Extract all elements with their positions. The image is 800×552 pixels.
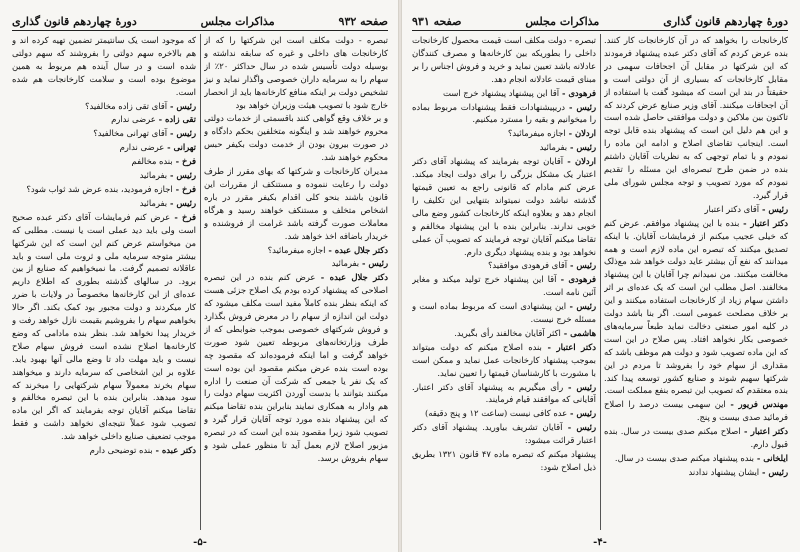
speaker-name: رئیس - (566, 301, 596, 312)
paragraph (604, 398, 788, 424)
session-title: دورهٔ چهاردهم قانون گذاری (12, 15, 137, 28)
paragraph-text: عرض کنم بنده در این تبصره اصلاحی که پیشنهاد کرده بودم یک اصلاح جزئی هست که اینکه بنظر بنده کاملاً مفید است مکلف میشود که دولت این اندازه از سهام را در معرض فروش بگذارد و فروش شرکتهای خصوصی بموجب ضوابطی که از طرف وزارتخانه‌های مربوطه تعیین شود صورت خواهد گرفت و اما اینکه فرموده‌اند که مقصود چه بوده است بنده عرض میکنم مقصود این بوده است که یک نفر یا جمعی که شرکت آن صنعت را اداره میکنند بتوانند با بدست آوردن اکثریت سهام دولت را هم وادار به همکاری نمایند بنابراین بنده تقاضا میکنم که این پیشنهاد بنده مورد توجه آقایان قرار گیرد و تصویب شود زیرا مقصود بنده این است که در تبصره مزبور اصلاح لازم بعمل آید تا منظور عملی شود و سهام بفروش برسد. (204, 272, 388, 463)
text-column-right (604, 34, 788, 530)
paragraph-text: بنده پیشنهاد میکنم صدی بیست در سال. (614, 453, 754, 463)
speaker-name: رئیس - (567, 142, 596, 153)
paragraph (12, 155, 196, 168)
speaker-name: فرخ - (172, 156, 196, 167)
speaker-name: دکتر عبده - (152, 445, 196, 456)
paragraph (412, 87, 596, 100)
speaker-name: دکتر اعتبار - (739, 217, 788, 228)
speaker-name: فرهودی - (559, 87, 596, 98)
paragraph-text: عده کافی نیست (ساعت ۱۲ و پنج دقیقه) (424, 408, 568, 419)
text-column-left (12, 34, 196, 530)
paragraph-text: آقایان تشریف بیاورید. پیشنهاد آقای دکتر اعتبار قرائت میشود: (412, 422, 596, 446)
speaker-name: رئیس - (565, 101, 596, 112)
paragraph (412, 381, 596, 407)
paragraph (12, 169, 196, 182)
paragraph (204, 165, 388, 242)
paragraph-text: که موجود است یک سانتیمتر تضمین تهیه کرده اند و هم بالاخره سهم دولتی را بفروشند که سهم دولتی شده است و در سال آینده هم مربوط به همین موضوع بوده است و سلامت کارخانجات هم شده است. (12, 35, 196, 97)
speaker-name: دکتر جلال عبده - (325, 244, 388, 255)
paragraph (204, 244, 388, 257)
paragraph (412, 300, 596, 326)
paragraph-text: بفرمائید (331, 258, 360, 269)
paragraph-text: بنده با این پیشنهاد موافقم. عرض کنم که خیلی عجیب میکنم از فرمایشات آقایان. با اینکه تصدیق میکنند که تبصره این ماده لازم است و همه میدانند که نفع آن بیشتر عاید دولت خواهد شد مع‌ذلک مخالفت میکنند. من نمیدانم چرا آقایان با این پیشنهاد مخالفند. اصل مطلب این است که یک عده‌ای بر اثر داشتن سهام زیاد از کارخانجات استفاده میکنند و این بر خلاف مصلحت عمومی است. اگر بنا باشد دولت در کلیه امور صنعتی دخالت نماید طبعاً سرمایه‌های خصوصی بکار نخواهد افتاد. پس صلاح در این است که این ماده تصویب شود و دولت هم موظف باشد که مقداری از سهام خود را بفروشد تا مردم در این شرکتها سهیم شوند و صنایع کشور توسعه پیدا کند. بنده معتقدم که تصویب این تبصره بنفع مملکت است. (604, 217, 788, 396)
speaker-name: دکتر جلال عبده - (315, 272, 388, 283)
speaker-name: فرخ - (170, 211, 196, 222)
paragraph (204, 257, 388, 270)
speaker-name: رئیس - (562, 422, 596, 433)
paragraph (412, 101, 596, 127)
speaker-name: رئیس - (167, 128, 196, 139)
paragraph-text: آقای تهرانی مخالفید؟ (93, 128, 168, 139)
speaker-name: تقی زاده - (155, 114, 196, 125)
speaker-name: رئیس - (167, 197, 196, 208)
paragraph (604, 217, 788, 398)
paragraph (604, 425, 788, 451)
paragraph (412, 327, 596, 340)
speaker-name: فرهودی - (556, 274, 596, 285)
speaker-name: هاشمی - (560, 327, 596, 338)
paragraph-text: آقا این پیشنهاد پیشنهاد خرج است (443, 87, 560, 98)
column-divider (200, 34, 201, 530)
paragraph (204, 34, 388, 111)
paragraph (412, 341, 596, 380)
paragraph-text: اصلاح میکنم صدی بیست در سال. بنده قبول دارم. (604, 426, 788, 450)
speaker-name: رئیس - (567, 260, 596, 271)
paragraph (12, 100, 196, 113)
speaker-name: اردلان - (565, 128, 596, 139)
paragraph-text: آقای دکتر اعتبار (704, 203, 760, 214)
paragraph-text: بنده اصلاح میکنم که دولت میتواند بموجب پیشنهاد کارخانجات عمل نماید و ممکن است با مشورت با کارشناسان قیمتها را تعیین نماید. (412, 341, 596, 378)
paragraph-text: پیشنهاد میکنم که تبصره ماده ۴۷ قانون ۱۳۲۱ بطریق ذیل اصلاح شود: (412, 449, 596, 472)
folio-number: -۵- (193, 537, 207, 548)
paragraph-text: بفرمائید (139, 197, 168, 208)
paragraph-text: آقایان توجه بفرمایند که پیشنهاد آقای دکتر اعتبار یک مشکل بزرگی را برای دولت ایجاد میکند. عرض کنم مادام که قانونی راجع به تعیین قیمتها گذشته نباشد دولت نمیتواند بتنهایی این تکلیف را انجام دهد و بعلاوه اینکه کارخانجات کشور وضع مالی خوبی ندارند. بنابراین بنده با این پیشنهاد مخالفم و تقاضا میکنم آقایان توجه فرمایند که تصویب آن عملی نخواهد بود و بنده پیشنهاد دیگری دارم. (412, 156, 596, 257)
folio-number: -۴- (593, 537, 607, 548)
paragraph (12, 113, 196, 126)
paragraph-text: و بر خلاف وقع گواهی کنند باقسمتی از خدمات دولتی محروم خواهند شد و اینگونه متخلفین بحکم دادگاه و در صورت بیرون بودن از خدمت دولت بکیفر حبس محکوم خواهند شد. (204, 113, 388, 163)
speaker-name: دکتر اعتبار - (740, 426, 788, 437)
paragraph (604, 452, 788, 465)
paragraph (204, 271, 388, 465)
paragraph (12, 211, 196, 443)
paragraph-text: دریپیشنهادات فقط پیشنهادات مربوط بماده را میخوانیم و بقیه را مسترد میکنیم. (412, 101, 596, 125)
right-page-header (412, 6, 788, 31)
paragraph-text: رأی میگیریم به پیشنهاد آقای دکتر اعتبار. آقایانی که موافقند قیام فرمایند. (412, 381, 596, 405)
paragraph (412, 127, 596, 140)
paragraph-text: اجازه میفرمائید؟ (507, 128, 566, 139)
text-column-left (412, 34, 596, 530)
paragraph (12, 34, 196, 99)
paragraph-text: آقای تقی‌ زاده مخالفید؟ (85, 100, 168, 111)
speaker-name: رئیس - (167, 170, 196, 181)
paragraph-text: بفرمائید (139, 170, 168, 181)
paragraph-text: مدیران کارخانجات و شرکتها که بهای مقرر از طرف دولت را رعایت ننموده و مستنکف از مقررات این قانون باشند بنحو کلی اقدام بکیفر مقرر در باره اشخاص متخلف و مستنکف خواهند رسید و هرگاه معاملات صورت گرفته باشد غرامت از فروشنده و خریدار باضافه اخذ خواهد شد. (204, 166, 388, 241)
paragraph-text: بنده توضیحی دارم (89, 445, 153, 456)
paragraph-text: بنده مخالفم (131, 156, 173, 167)
column-divider (600, 34, 601, 530)
running-title: مذاکرات مجلس (200, 15, 275, 28)
speaker-name: دکتر اعتبار - (541, 341, 596, 352)
speaker-name: فرخ - (172, 183, 196, 194)
speaker-name: مهندس فریور - (725, 399, 788, 410)
paragraph-text: کارخانجات را بخواهد که در آن کارخانجات کار کنند. بنده عرض کردم که آقای دکتر عبده پیشنهاد فرمودند که این شرکتها در مقابل آن اجحافات سهمی در مقابل کارخانجات که بسیاری از آن دولتی است و حقیقتاً در بند این است که میشود گفت با استفاده از آن اجحافات میکنند. آقای وزیر صنایع عرض کردند که تاکنون بین ملاکین و دولت موافقتی حاصل شده است و این هم دلیل این است که پیشنهاد بنده قابل توجه است. اینجانب تقاضای اصلاح و ادامه این ماده را نمودم و با تمام توجهی که به نظریات آقایان داشتم بنده در ضمن طرح تبصره‌ای این مسئله را تقدیم نمودم که مورد تصویب و توجه مجلس شورای ملی قرار گیرد. (604, 35, 788, 200)
paragraph-text: آقا این پیشنهاد خرج تولید میکند و مغایر آئین نامه است. (412, 274, 596, 298)
left-page (4, 0, 396, 552)
paragraph (604, 466, 788, 479)
paragraph-text: ایشان پیشنهاد ندادند (688, 466, 760, 477)
paragraph (412, 448, 596, 474)
speaker-name: رئیس - (759, 466, 788, 477)
paragraph (604, 34, 788, 202)
page-number: صفحه ۹۳۱ (412, 15, 462, 28)
paragraph-text: عرضی ندارم (119, 142, 165, 153)
text-column-right (204, 34, 388, 530)
speaker-name: رئیس - (759, 203, 788, 214)
paragraph (412, 141, 596, 154)
paragraph (412, 155, 596, 258)
paragraph-text: این پیشنهادی است که مربوط بماده است و مسئله خرج نیست. (412, 301, 596, 325)
paragraph-text: این سهمی بیست درصد را اصلاح فرمائید صدی بیست و پنج. (604, 399, 788, 423)
speaker-name: ایلخانی - (753, 453, 788, 463)
paragraph (604, 203, 788, 216)
paragraph (412, 259, 596, 272)
paragraph-text: اکثر آقایان مخالفند رأی بگیرید. (454, 327, 561, 338)
paragraph-text: تبصره - دولت مکلف است قیمت محصول کارخانجات داخلی را بطوریکه بین کارخانه‌ها و مصرف کنندگان عادلانه باشد تعیین نماید و خرید و فروش اجناس را بر مبنای قیمت عادلانه انجام دهد. (412, 35, 596, 84)
left-page-header (12, 6, 388, 31)
running-title: مذاکرات مجلس (525, 15, 600, 28)
session-title: دورهٔ چهاردهم قانون گذاری (663, 15, 788, 28)
paragraph (12, 197, 196, 210)
book-gutter (398, 0, 402, 552)
paragraph (12, 127, 196, 140)
speaker-name: رئیس - (563, 381, 596, 392)
paragraph-text: بفرمائید (539, 142, 568, 153)
paragraph (412, 421, 596, 447)
speaker-name: رئیس - (167, 100, 196, 111)
paragraph-text: اجازه فرمودید، بنده عرض شد ثواب شود؟ (26, 183, 173, 194)
speaker-name: رئیس - (567, 408, 596, 419)
paragraph (412, 34, 596, 86)
paragraph (204, 112, 388, 164)
speaker-name: رئیس - (359, 258, 388, 269)
paragraph-text: عرضی ندارم (111, 114, 156, 125)
paragraph (12, 183, 196, 196)
speaker-name: اردلان - (563, 156, 596, 167)
paragraph-text: آقای فرهودی موافقید؟ (487, 260, 568, 271)
paragraph (12, 444, 196, 457)
paragraph-text: اجازه میفرمائید؟ (267, 244, 326, 255)
paragraph-text: تبصره - دولت مکلف است این شرکتها را که از کارخانجات های داخلی و غیره که سابقه نداشته و بوسیله دولت تأسیس شده در سال حداکثر ۲۰٪ از سهام را به سرمایه داران خصوصی واگذار نماید و نیز تشخیص دولت بر اینکه منافع کارخانه‌ها باید از انحصار خارج شود با تصویب هیئت وزیران خواهد بود (204, 35, 388, 110)
speaker-name: تهرانی - (164, 142, 196, 153)
right-page (404, 0, 796, 552)
paragraph (412, 273, 596, 299)
page-number: صفحه ۹۳۲ (338, 15, 388, 28)
paragraph-text: عرض کنم فرمایشات آقای دکتر عبده صحیح است ولی باید دید عملی است یا نیست. مطلبی که من میخواستم عرض کنم این است که این شرکتها بیشتر متوجه سرمایه ملی و ثروت ملی است و باید عاقلانه تصمیم گرفت. ما نمیخواهیم که صنایع از بین برود. در سالهای گذشته بطوری که اطلاع داریم عده‌ای از این کارخانه‌ها مخصوصاً در ولایات با ضرر کار میکردند و دولت مجبور بود کمک بکند. اگر حالا بخواهیم سهام را بفروشیم بقیمت نازل خواهد رفت و خریدار پیدا نخواهد شد. بنظر بنده مادامی که وضع کارخانه‌ها اصلاح نشده است فروش سهام صلاح نیست و باید مهلت داد تا وضع مالی آنها بهبود یابد. علاوه بر این اشخاصی که سرمایه دارند و میخواهند سهام بخرند معمولاً سهام شرکتهایی را میخرند که سود میدهد. بنابراین بنده با این تبصره مخالفم و تقاضا میکنم آقایان توجه بفرمایند که اگر این ماده تصویب شود عملاً نتیجه‌ای نخواهد داشت و فقط موجب تضعیف صنایع داخلی خواهد شد. (12, 211, 196, 442)
paragraph (412, 407, 596, 420)
paragraph (12, 141, 196, 154)
